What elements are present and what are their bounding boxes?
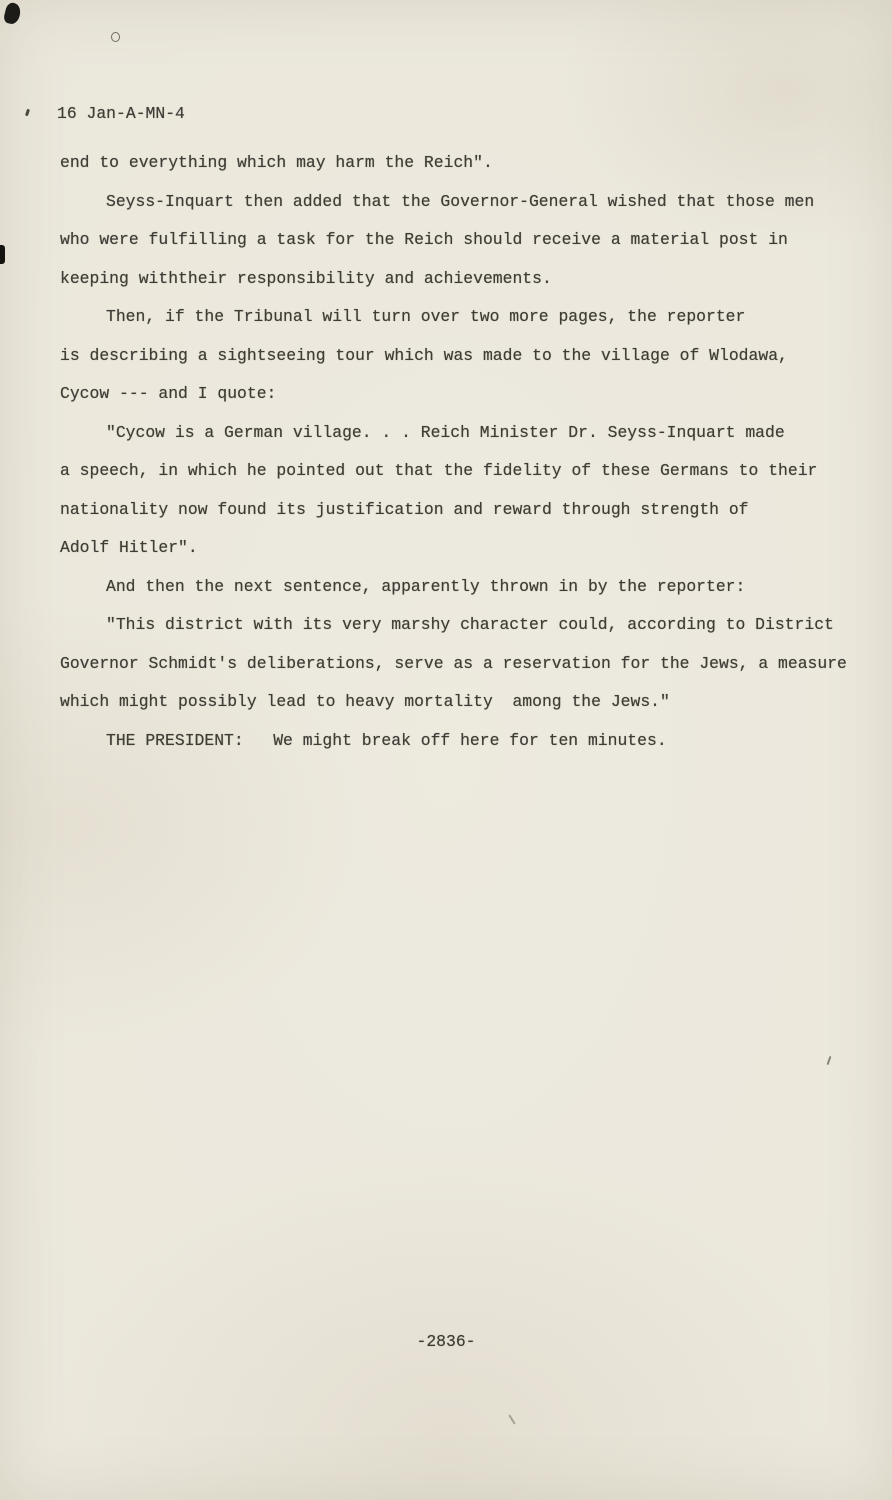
document-line: which might possibly lead to heavy mortality among the Jews." xyxy=(60,692,670,711)
document-line: Then, if the Tribunal will turn over two more pages, the reporter xyxy=(106,307,746,326)
document-line: Adolf Hitler". xyxy=(60,538,198,557)
document-line: nationality now found its justification and reward through strength of xyxy=(60,499,749,519)
document-line: "This district with its very marshy character could, according to District xyxy=(106,615,834,634)
document-line: keeping withtheir responsibility and achievements. xyxy=(60,268,552,288)
scan-artifact-ring xyxy=(111,32,120,42)
page-number: -2836- xyxy=(416,1332,476,1351)
document-line: Cycow --- and I quote: xyxy=(60,384,277,403)
document-line: And then the next sentence, apparently thrown in by the reporter: xyxy=(106,576,746,596)
document-line: THE PRESIDENT: We might break off here for ten minutes. xyxy=(106,730,667,750)
scan-artifact-tick xyxy=(25,109,30,117)
document-body xyxy=(60,144,860,760)
page-header: 16 Jan-A-MN-4 xyxy=(57,104,185,123)
scan-artifact-slash xyxy=(508,1414,516,1424)
document-line: who were fulfilling a task for the Reich should receive a material post in xyxy=(60,230,788,249)
document-line: end to everything which may harm the Reich". xyxy=(60,153,493,172)
scan-artifact-corner xyxy=(3,1,23,25)
document-line: a speech, in which he pointed out that the fidelity of these Germans to their xyxy=(60,461,818,480)
scan-artifact-edge xyxy=(0,245,5,264)
document-line: Governor Schmidt's deliberations, serve as a reservation for the Jews, a measure xyxy=(60,653,847,673)
scan-artifact-mark xyxy=(827,1056,832,1065)
document-line: is describing a sightseeing tour which was made to the village of Wlodawa, xyxy=(60,345,788,365)
document-line: "Cycow is a German village. . . Reich Minister Dr. Seyss-Inquart made xyxy=(106,422,785,442)
document-line: Seyss-Inquart then added that the Governor-General wished that those men xyxy=(106,191,815,211)
